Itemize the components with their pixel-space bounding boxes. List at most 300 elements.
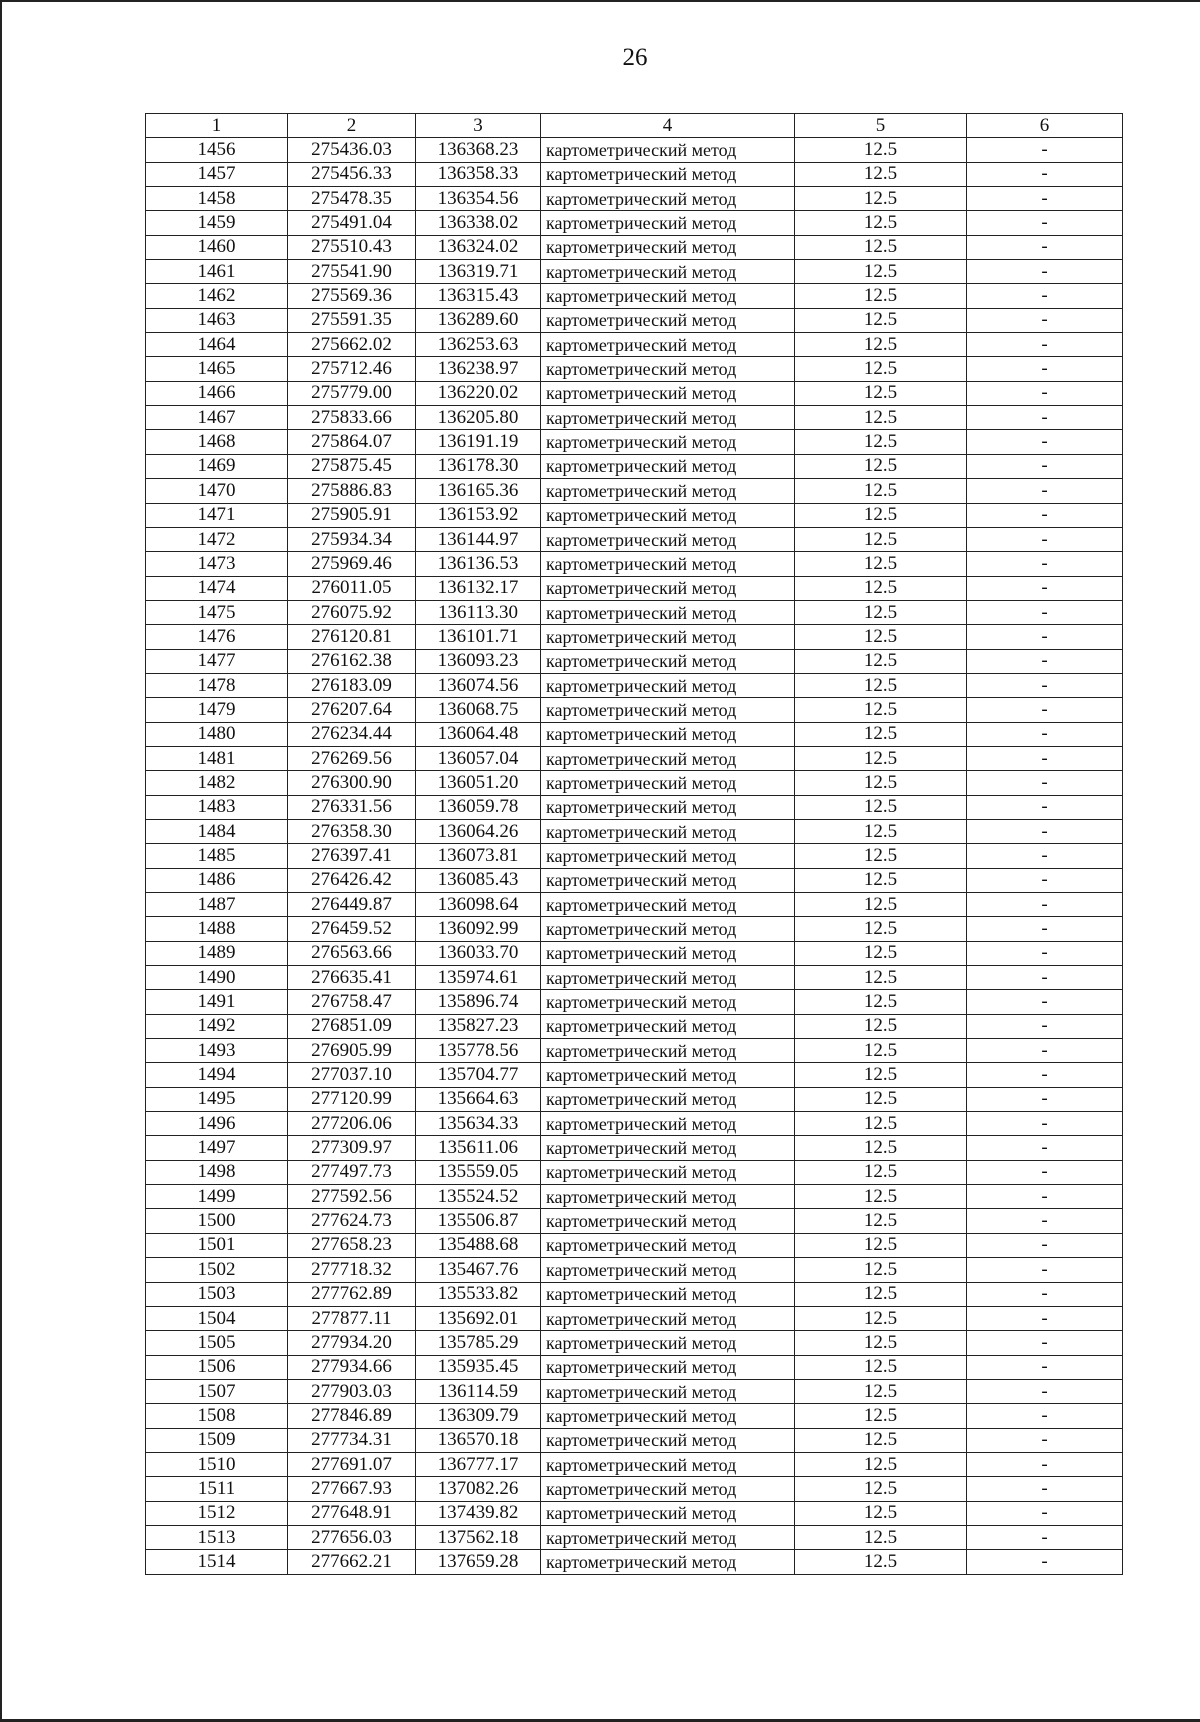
accuracy-cell: 12.5 xyxy=(795,649,967,673)
note-cell: - xyxy=(967,479,1123,503)
x-coordinate-cell: 276358.30 xyxy=(288,819,416,843)
point-number-cell: 1486 xyxy=(146,868,288,892)
point-number-cell: 1477 xyxy=(146,649,288,673)
x-coordinate-cell: 277037.10 xyxy=(288,1063,416,1087)
x-coordinate-cell: 275541.90 xyxy=(288,260,416,284)
accuracy-cell: 12.5 xyxy=(795,1063,967,1087)
method-cell: картометрический метод xyxy=(541,1087,795,1111)
note-cell: - xyxy=(967,1282,1123,1306)
x-coordinate-cell: 277903.03 xyxy=(288,1379,416,1403)
method-cell: картометрический метод xyxy=(541,722,795,746)
header-col-2: 2 xyxy=(288,114,416,138)
table-row xyxy=(146,308,1123,332)
x-coordinate-cell: 275934.34 xyxy=(288,527,416,551)
x-coordinate-cell: 276563.66 xyxy=(288,941,416,965)
table-row xyxy=(146,1014,1123,1038)
point-number-cell: 1468 xyxy=(146,430,288,454)
accuracy-cell: 12.5 xyxy=(795,1160,967,1184)
y-coordinate-cell: 136358.33 xyxy=(416,162,541,186)
y-coordinate-cell: 136064.26 xyxy=(416,819,541,843)
note-cell: - xyxy=(967,576,1123,600)
point-number-cell: 1459 xyxy=(146,211,288,235)
accuracy-cell: 12.5 xyxy=(795,357,967,381)
method-cell: картометрический метод xyxy=(541,600,795,624)
note-cell: - xyxy=(967,333,1123,357)
method-cell: картометрический метод xyxy=(541,1331,795,1355)
note-cell: - xyxy=(967,868,1123,892)
table-row xyxy=(146,1209,1123,1233)
method-cell: картометрический метод xyxy=(541,1282,795,1306)
y-coordinate-cell: 136098.64 xyxy=(416,893,541,917)
note-cell: - xyxy=(967,966,1123,990)
note-cell: - xyxy=(967,795,1123,819)
point-number-cell: 1474 xyxy=(146,576,288,600)
y-coordinate-cell: 137562.18 xyxy=(416,1525,541,1549)
table-row xyxy=(146,941,1123,965)
point-number-cell: 1505 xyxy=(146,1331,288,1355)
point-number-cell: 1491 xyxy=(146,990,288,1014)
table-row xyxy=(146,235,1123,259)
accuracy-cell: 12.5 xyxy=(795,1282,967,1306)
y-coordinate-cell: 136144.97 xyxy=(416,527,541,551)
point-number-cell: 1479 xyxy=(146,698,288,722)
y-coordinate-cell: 135935.45 xyxy=(416,1355,541,1379)
note-cell: - xyxy=(967,649,1123,673)
accuracy-cell: 12.5 xyxy=(795,1258,967,1282)
method-cell: картометрический метод xyxy=(541,819,795,843)
table-body xyxy=(146,138,1123,1574)
y-coordinate-cell: 136068.75 xyxy=(416,698,541,722)
table-row xyxy=(146,819,1123,843)
coordinates-table xyxy=(145,113,1123,1575)
method-cell: картометрический метод xyxy=(541,990,795,1014)
note-cell: - xyxy=(967,430,1123,454)
x-coordinate-cell: 275569.36 xyxy=(288,284,416,308)
x-coordinate-cell: 275864.07 xyxy=(288,430,416,454)
accuracy-cell: 12.5 xyxy=(795,235,967,259)
x-coordinate-cell: 277846.89 xyxy=(288,1404,416,1428)
table-header-row xyxy=(146,114,1123,138)
x-coordinate-cell: 276162.38 xyxy=(288,649,416,673)
table-row xyxy=(146,552,1123,576)
note-cell: - xyxy=(967,990,1123,1014)
accuracy-cell: 12.5 xyxy=(795,1452,967,1476)
y-coordinate-cell: 136059.78 xyxy=(416,795,541,819)
method-cell: картометрический метод xyxy=(541,1355,795,1379)
y-coordinate-cell: 136570.18 xyxy=(416,1428,541,1452)
x-coordinate-cell: 275478.35 xyxy=(288,187,416,211)
accuracy-cell: 12.5 xyxy=(795,479,967,503)
accuracy-cell: 12.5 xyxy=(795,625,967,649)
point-number-cell: 1481 xyxy=(146,746,288,770)
table-row xyxy=(146,1185,1123,1209)
method-cell: картометрический метод xyxy=(541,1063,795,1087)
y-coordinate-cell: 136309.79 xyxy=(416,1404,541,1428)
method-cell: картометрический метод xyxy=(541,1258,795,1282)
method-cell: картометрический метод xyxy=(541,1452,795,1476)
method-cell: картометрический метод xyxy=(541,260,795,284)
x-coordinate-cell: 277734.31 xyxy=(288,1428,416,1452)
x-coordinate-cell: 276011.05 xyxy=(288,576,416,600)
x-coordinate-cell: 277624.73 xyxy=(288,1209,416,1233)
note-cell: - xyxy=(967,211,1123,235)
method-cell: картометрический метод xyxy=(541,138,795,162)
method-cell: картометрический метод xyxy=(541,1039,795,1063)
point-number-cell: 1490 xyxy=(146,966,288,990)
accuracy-cell: 12.5 xyxy=(795,1501,967,1525)
table-row xyxy=(146,479,1123,503)
y-coordinate-cell: 135533.82 xyxy=(416,1282,541,1306)
table-row xyxy=(146,746,1123,770)
table-row xyxy=(146,357,1123,381)
table-row xyxy=(146,868,1123,892)
table-row xyxy=(146,138,1123,162)
x-coordinate-cell: 277497.73 xyxy=(288,1160,416,1184)
y-coordinate-cell: 136220.02 xyxy=(416,381,541,405)
table-row xyxy=(146,917,1123,941)
x-coordinate-cell: 275510.43 xyxy=(288,235,416,259)
x-coordinate-cell: 277934.20 xyxy=(288,1331,416,1355)
method-cell: картометрический метод xyxy=(541,1525,795,1549)
y-coordinate-cell: 136165.36 xyxy=(416,479,541,503)
point-number-cell: 1495 xyxy=(146,1087,288,1111)
x-coordinate-cell: 275662.02 xyxy=(288,333,416,357)
y-coordinate-cell: 135704.77 xyxy=(416,1063,541,1087)
table-row xyxy=(146,527,1123,551)
table-row xyxy=(146,673,1123,697)
table-row xyxy=(146,893,1123,917)
method-cell: картометрический метод xyxy=(541,381,795,405)
method-cell: картометрический метод xyxy=(541,746,795,770)
method-cell: картометрический метод xyxy=(541,917,795,941)
x-coordinate-cell: 277658.23 xyxy=(288,1233,416,1257)
accuracy-cell: 12.5 xyxy=(795,673,967,697)
y-coordinate-cell: 135524.52 xyxy=(416,1185,541,1209)
point-number-cell: 1461 xyxy=(146,260,288,284)
y-coordinate-cell: 136051.20 xyxy=(416,771,541,795)
point-number-cell: 1497 xyxy=(146,1136,288,1160)
y-coordinate-cell: 136238.97 xyxy=(416,357,541,381)
x-coordinate-cell: 277656.03 xyxy=(288,1525,416,1549)
point-number-cell: 1476 xyxy=(146,625,288,649)
accuracy-cell: 12.5 xyxy=(795,1331,967,1355)
method-cell: картометрический метод xyxy=(541,966,795,990)
accuracy-cell: 12.5 xyxy=(795,698,967,722)
method-cell: картометрический метод xyxy=(541,698,795,722)
table-row xyxy=(146,381,1123,405)
y-coordinate-cell: 136324.02 xyxy=(416,235,541,259)
accuracy-cell: 12.5 xyxy=(795,771,967,795)
table-row xyxy=(146,771,1123,795)
point-number-cell: 1496 xyxy=(146,1112,288,1136)
method-cell: картометрический метод xyxy=(541,673,795,697)
table-row xyxy=(146,284,1123,308)
accuracy-cell: 12.5 xyxy=(795,187,967,211)
table-row xyxy=(146,1306,1123,1330)
y-coordinate-cell: 136057.04 xyxy=(416,746,541,770)
point-number-cell: 1475 xyxy=(146,600,288,624)
point-number-cell: 1480 xyxy=(146,722,288,746)
method-cell: картометрический метод xyxy=(541,187,795,211)
x-coordinate-cell: 275833.66 xyxy=(288,406,416,430)
x-coordinate-cell: 277592.56 xyxy=(288,1185,416,1209)
point-number-cell: 1508 xyxy=(146,1404,288,1428)
note-cell: - xyxy=(967,454,1123,478)
point-number-cell: 1471 xyxy=(146,503,288,527)
point-number-cell: 1500 xyxy=(146,1209,288,1233)
point-number-cell: 1487 xyxy=(146,893,288,917)
method-cell: картометрический метод xyxy=(541,235,795,259)
accuracy-cell: 12.5 xyxy=(795,1185,967,1209)
y-coordinate-cell: 135778.56 xyxy=(416,1039,541,1063)
point-number-cell: 1512 xyxy=(146,1501,288,1525)
accuracy-cell: 12.5 xyxy=(795,1379,967,1403)
x-coordinate-cell: 275591.35 xyxy=(288,308,416,332)
y-coordinate-cell: 136777.17 xyxy=(416,1452,541,1476)
method-cell: картометрический метод xyxy=(541,1477,795,1501)
table-row xyxy=(146,600,1123,624)
note-cell: - xyxy=(967,1160,1123,1184)
x-coordinate-cell: 276183.09 xyxy=(288,673,416,697)
accuracy-cell: 12.5 xyxy=(795,966,967,990)
point-number-cell: 1456 xyxy=(146,138,288,162)
x-coordinate-cell: 275905.91 xyxy=(288,503,416,527)
note-cell: - xyxy=(967,552,1123,576)
point-number-cell: 1470 xyxy=(146,479,288,503)
y-coordinate-cell: 135785.29 xyxy=(416,1331,541,1355)
x-coordinate-cell: 276635.41 xyxy=(288,966,416,990)
accuracy-cell: 12.5 xyxy=(795,1525,967,1549)
accuracy-cell: 12.5 xyxy=(795,527,967,551)
x-coordinate-cell: 275875.45 xyxy=(288,454,416,478)
y-coordinate-cell: 136338.02 xyxy=(416,211,541,235)
table-row xyxy=(146,1355,1123,1379)
method-cell: картометрический метод xyxy=(541,430,795,454)
accuracy-cell: 12.5 xyxy=(795,917,967,941)
x-coordinate-cell: 275456.33 xyxy=(288,162,416,186)
accuracy-cell: 12.5 xyxy=(795,795,967,819)
point-number-cell: 1464 xyxy=(146,333,288,357)
table-row xyxy=(146,503,1123,527)
point-number-cell: 1478 xyxy=(146,673,288,697)
method-cell: картометрический метод xyxy=(541,1501,795,1525)
y-coordinate-cell: 135974.61 xyxy=(416,966,541,990)
y-coordinate-cell: 136315.43 xyxy=(416,284,541,308)
point-number-cell: 1502 xyxy=(146,1258,288,1282)
note-cell: - xyxy=(967,698,1123,722)
point-number-cell: 1473 xyxy=(146,552,288,576)
table-row xyxy=(146,1258,1123,1282)
accuracy-cell: 12.5 xyxy=(795,819,967,843)
x-coordinate-cell: 277662.21 xyxy=(288,1550,416,1574)
method-cell: картометрический метод xyxy=(541,941,795,965)
x-coordinate-cell: 276269.56 xyxy=(288,746,416,770)
table-row xyxy=(146,990,1123,1014)
method-cell: картометрический метод xyxy=(541,649,795,673)
x-coordinate-cell: 277877.11 xyxy=(288,1306,416,1330)
note-cell: - xyxy=(967,1501,1123,1525)
note-cell: - xyxy=(967,1233,1123,1257)
y-coordinate-cell: 136132.17 xyxy=(416,576,541,600)
point-number-cell: 1489 xyxy=(146,941,288,965)
x-coordinate-cell: 277120.99 xyxy=(288,1087,416,1111)
point-number-cell: 1463 xyxy=(146,308,288,332)
point-number-cell: 1510 xyxy=(146,1452,288,1476)
point-number-cell: 1472 xyxy=(146,527,288,551)
note-cell: - xyxy=(967,187,1123,211)
y-coordinate-cell: 135488.68 xyxy=(416,1233,541,1257)
note-cell: - xyxy=(967,284,1123,308)
y-coordinate-cell: 135467.76 xyxy=(416,1258,541,1282)
method-cell: картометрический метод xyxy=(541,1136,795,1160)
y-coordinate-cell: 136101.71 xyxy=(416,625,541,649)
y-coordinate-cell: 137659.28 xyxy=(416,1550,541,1574)
x-coordinate-cell: 275886.83 xyxy=(288,479,416,503)
note-cell: - xyxy=(967,625,1123,649)
y-coordinate-cell: 136191.19 xyxy=(416,430,541,454)
table-row xyxy=(146,698,1123,722)
y-coordinate-cell: 137439.82 xyxy=(416,1501,541,1525)
note-cell: - xyxy=(967,893,1123,917)
y-coordinate-cell: 136205.80 xyxy=(416,406,541,430)
y-coordinate-cell: 135611.06 xyxy=(416,1136,541,1160)
method-cell: картометрический метод xyxy=(541,576,795,600)
method-cell: картометрический метод xyxy=(541,1550,795,1574)
note-cell: - xyxy=(967,819,1123,843)
y-coordinate-cell: 136085.43 xyxy=(416,868,541,892)
method-cell: картометрический метод xyxy=(541,625,795,649)
table-row xyxy=(146,430,1123,454)
x-coordinate-cell: 276075.92 xyxy=(288,600,416,624)
table-row xyxy=(146,260,1123,284)
y-coordinate-cell: 136368.23 xyxy=(416,138,541,162)
accuracy-cell: 12.5 xyxy=(795,1209,967,1233)
x-coordinate-cell: 277718.32 xyxy=(288,1258,416,1282)
table-row xyxy=(146,649,1123,673)
accuracy-cell: 12.5 xyxy=(795,1550,967,1574)
y-coordinate-cell: 136064.48 xyxy=(416,722,541,746)
note-cell: - xyxy=(967,600,1123,624)
y-coordinate-cell: 136354.56 xyxy=(416,187,541,211)
header-col-4: 4 xyxy=(541,114,795,138)
point-number-cell: 1482 xyxy=(146,771,288,795)
point-number-cell: 1498 xyxy=(146,1160,288,1184)
point-number-cell: 1504 xyxy=(146,1306,288,1330)
accuracy-cell: 12.5 xyxy=(795,260,967,284)
method-cell: картометрический метод xyxy=(541,1428,795,1452)
accuracy-cell: 12.5 xyxy=(795,284,967,308)
note-cell: - xyxy=(967,1379,1123,1403)
point-number-cell: 1492 xyxy=(146,1014,288,1038)
note-cell: - xyxy=(967,1039,1123,1063)
y-coordinate-cell: 135506.87 xyxy=(416,1209,541,1233)
x-coordinate-cell: 275969.46 xyxy=(288,552,416,576)
note-cell: - xyxy=(967,1306,1123,1330)
method-cell: картометрический метод xyxy=(541,1404,795,1428)
note-cell: - xyxy=(967,1525,1123,1549)
point-number-cell: 1457 xyxy=(146,162,288,186)
note-cell: - xyxy=(967,1331,1123,1355)
accuracy-cell: 12.5 xyxy=(795,1428,967,1452)
table-row xyxy=(146,722,1123,746)
x-coordinate-cell: 276234.44 xyxy=(288,722,416,746)
note-cell: - xyxy=(967,1477,1123,1501)
page-left-edge xyxy=(0,0,2,1722)
point-number-cell: 1466 xyxy=(146,381,288,405)
accuracy-cell: 12.5 xyxy=(795,211,967,235)
header-col-3: 3 xyxy=(416,114,541,138)
method-cell: картометрический метод xyxy=(541,211,795,235)
method-cell: картометрический метод xyxy=(541,308,795,332)
x-coordinate-cell: 277762.89 xyxy=(288,1282,416,1306)
note-cell: - xyxy=(967,1428,1123,1452)
x-coordinate-cell: 276426.42 xyxy=(288,868,416,892)
table-row xyxy=(146,1379,1123,1403)
note-cell: - xyxy=(967,771,1123,795)
accuracy-cell: 12.5 xyxy=(795,722,967,746)
note-cell: - xyxy=(967,1355,1123,1379)
method-cell: картометрический метод xyxy=(541,1379,795,1403)
note-cell: - xyxy=(967,527,1123,551)
x-coordinate-cell: 276397.41 xyxy=(288,844,416,868)
accuracy-cell: 12.5 xyxy=(795,1014,967,1038)
y-coordinate-cell: 135559.05 xyxy=(416,1160,541,1184)
table-row xyxy=(146,1282,1123,1306)
method-cell: картометрический метод xyxy=(541,1209,795,1233)
point-number-cell: 1509 xyxy=(146,1428,288,1452)
point-number-cell: 1503 xyxy=(146,1282,288,1306)
point-number-cell: 1458 xyxy=(146,187,288,211)
x-coordinate-cell: 276331.56 xyxy=(288,795,416,819)
method-cell: картометрический метод xyxy=(541,1160,795,1184)
method-cell: картометрический метод xyxy=(541,844,795,868)
table-row xyxy=(146,625,1123,649)
x-coordinate-cell: 276905.99 xyxy=(288,1039,416,1063)
table-row xyxy=(146,1501,1123,1525)
method-cell: картометрический метод xyxy=(541,284,795,308)
note-cell: - xyxy=(967,503,1123,527)
table-row xyxy=(146,187,1123,211)
x-coordinate-cell: 275491.04 xyxy=(288,211,416,235)
y-coordinate-cell: 136093.23 xyxy=(416,649,541,673)
y-coordinate-cell: 136113.30 xyxy=(416,600,541,624)
accuracy-cell: 12.5 xyxy=(795,746,967,770)
y-coordinate-cell: 136114.59 xyxy=(416,1379,541,1403)
note-cell: - xyxy=(967,357,1123,381)
point-number-cell: 1467 xyxy=(146,406,288,430)
accuracy-cell: 12.5 xyxy=(795,600,967,624)
note-cell: - xyxy=(967,1014,1123,1038)
table-row xyxy=(146,454,1123,478)
x-coordinate-cell: 277206.06 xyxy=(288,1112,416,1136)
accuracy-cell: 12.5 xyxy=(795,308,967,332)
note-cell: - xyxy=(967,722,1123,746)
page-number: 26 xyxy=(622,44,648,71)
note-cell: - xyxy=(967,1258,1123,1282)
x-coordinate-cell: 277934.66 xyxy=(288,1355,416,1379)
point-number-cell: 1513 xyxy=(146,1525,288,1549)
method-cell: картометрический метод xyxy=(541,1185,795,1209)
y-coordinate-cell: 136092.99 xyxy=(416,917,541,941)
header-col-5: 5 xyxy=(795,114,967,138)
note-cell: - xyxy=(967,746,1123,770)
y-coordinate-cell: 135634.33 xyxy=(416,1112,541,1136)
accuracy-cell: 12.5 xyxy=(795,868,967,892)
method-cell: картометрический метод xyxy=(541,454,795,478)
accuracy-cell: 12.5 xyxy=(795,333,967,357)
x-coordinate-cell: 277667.93 xyxy=(288,1477,416,1501)
note-cell: - xyxy=(967,162,1123,186)
